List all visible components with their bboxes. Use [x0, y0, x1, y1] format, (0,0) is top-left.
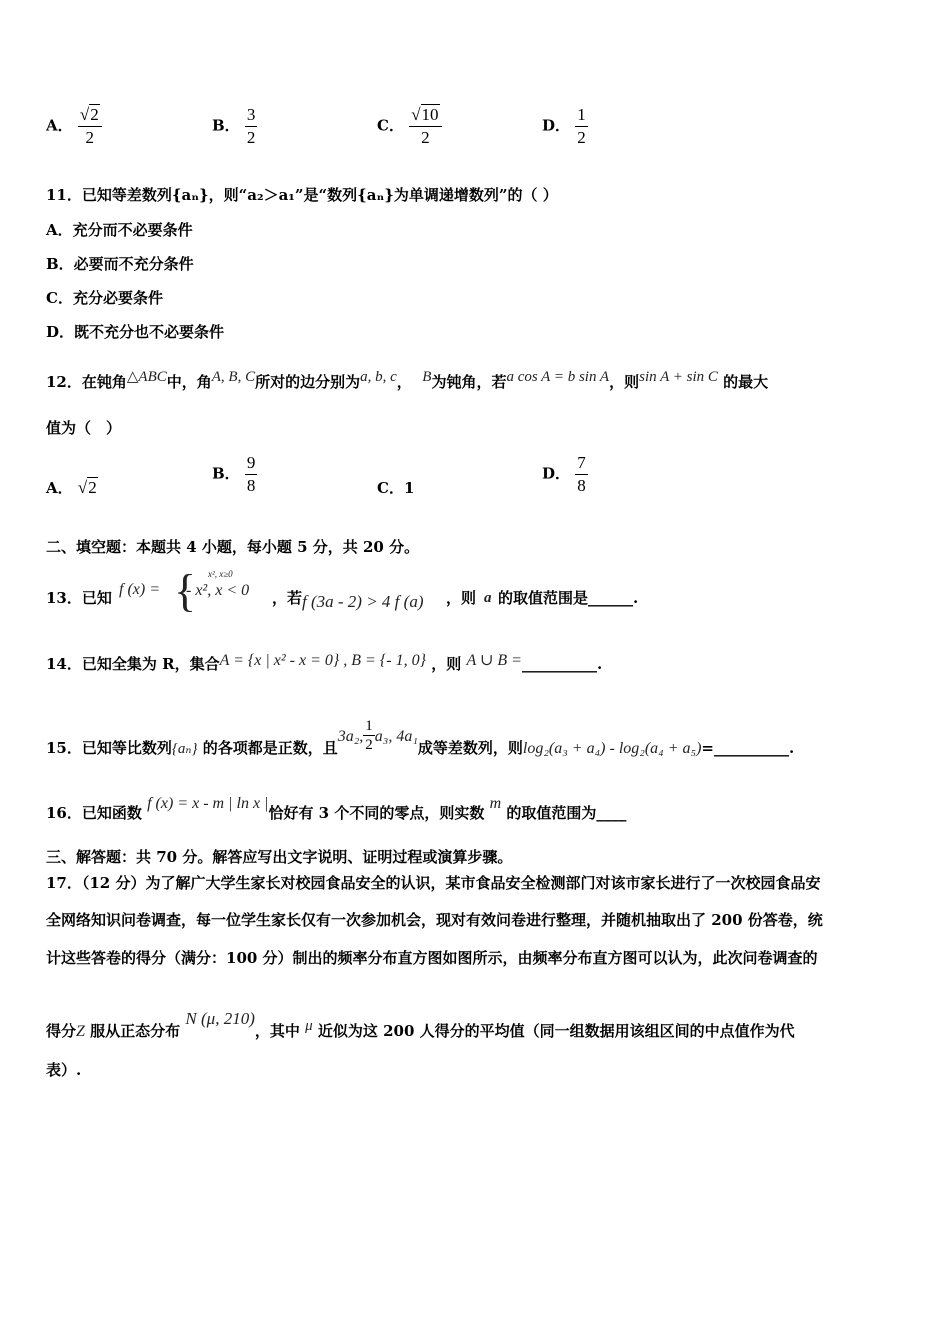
q17-line-4: 得分Z 服从正态分布 N (μ, 210)，其中 μ 近似为这 200 人得分的平均值（同一组数据用该组区间的中点值作为代 [46, 1009, 795, 1040]
q12-option-b: B． $\frac{9}{8}$ [212, 453, 256, 495]
q12-option-d: D． $\frac{7}{8}$ [542, 453, 586, 495]
q14-stem: 14．已知全集为 R，集合A = {x | x² - x = 0} , B = {- 1, 0} ，则 A ∪ B =__________. [46, 652, 603, 673]
q16-stem: 16．已知函数 f (x) = x - m | ln x |恰好有 3 个不同的零点，则实数 m 的取值范围为____ [46, 795, 627, 822]
q15-stem: 15．已知等比数列{aₙ} 的各项都是正数，且3a₂, $\frac{1}{2}$ a₃, 4a₁成等差数列，则log₂(a₃ + a₄) - log₂(a₄ + a₅)=__________. [46, 718, 795, 757]
q10-option-b: B． $\frac{3}{2}$ [212, 105, 256, 147]
q10-option-d-fraction: $\frac{1}{2}$ [577, 105, 586, 147]
q13-brace: { [174, 565, 197, 616]
section-2-heading: 二、填空题：本题共 4 小题，每小题 5 分，共 20 分。 [46, 538, 420, 556]
q12-option-b-fraction: $\frac{9}{8}$ [246, 453, 256, 495]
q15-fraction: $\frac{1}{2}$ [365, 718, 373, 753]
q17-line-1: 17．（12 分）为了解广大学生家长对校园食品安全的认识，某市食品安全检测部门对该市家长进行了一次校园食品安 [46, 874, 821, 892]
q10-option-d: D． $\frac{1}{2}$ [542, 105, 586, 147]
q12-option-a: A． √2 [46, 478, 97, 497]
q11-option-c: C．充分必要条件 [46, 289, 163, 307]
q10-option-a-fraction: $\frac{√2}{2}$ [78, 104, 102, 149]
q11-option-d: D．既不充分也不必要条件 [46, 323, 225, 341]
q10-option-c: C． $\frac{√10}{2}$ [377, 104, 442, 149]
q10-option-c-fraction: $\frac{√10}{2}$ [409, 104, 441, 149]
section-3-heading: 三、解答题：共 70 分。解答应写出文字说明、证明过程或演算步骤。 [46, 848, 513, 866]
q10-option-b-fraction: $\frac{3}{2}$ [246, 105, 256, 147]
q10-option-a: A． $\frac{√2}{2}$ [46, 104, 102, 149]
q11-option-a: A．充分而不必要条件 [46, 221, 193, 239]
q12-stem-line1: 12．在钝角△ABC中，角A, B, C所对的边分别为a, b, c， B为钝角，若a cos A = b sin A，则sin A + sin C 的最大 [46, 369, 769, 391]
q11-option-b: B．必要而不充分条件 [46, 255, 194, 273]
q17-line-5: 表）. [46, 1061, 82, 1079]
q17-line-2: 全网络知识问卷调查，每一位学生家长仅有一次参加机会，现对有效问卷进行整理，并随机抽取出了 200 份答卷，统 [46, 911, 823, 929]
q12-option-c: C．1 [377, 479, 415, 497]
q17-line-3: 计这些答卷的得分（满分：100 分）制出的频率分布直方图如图所示，由频率分布直方图可以认为，此次问卷调查的 [46, 949, 818, 967]
q11-stem: 11．已知等差数列{aₙ}，则“a₂＞a₁”是“数列{aₙ}为单调递增数列”的（ ） [46, 186, 558, 204]
q12-option-d-fraction: $\frac{7}{8}$ [577, 453, 586, 495]
q12-stem-line2: 值为（ ） [46, 419, 122, 437]
